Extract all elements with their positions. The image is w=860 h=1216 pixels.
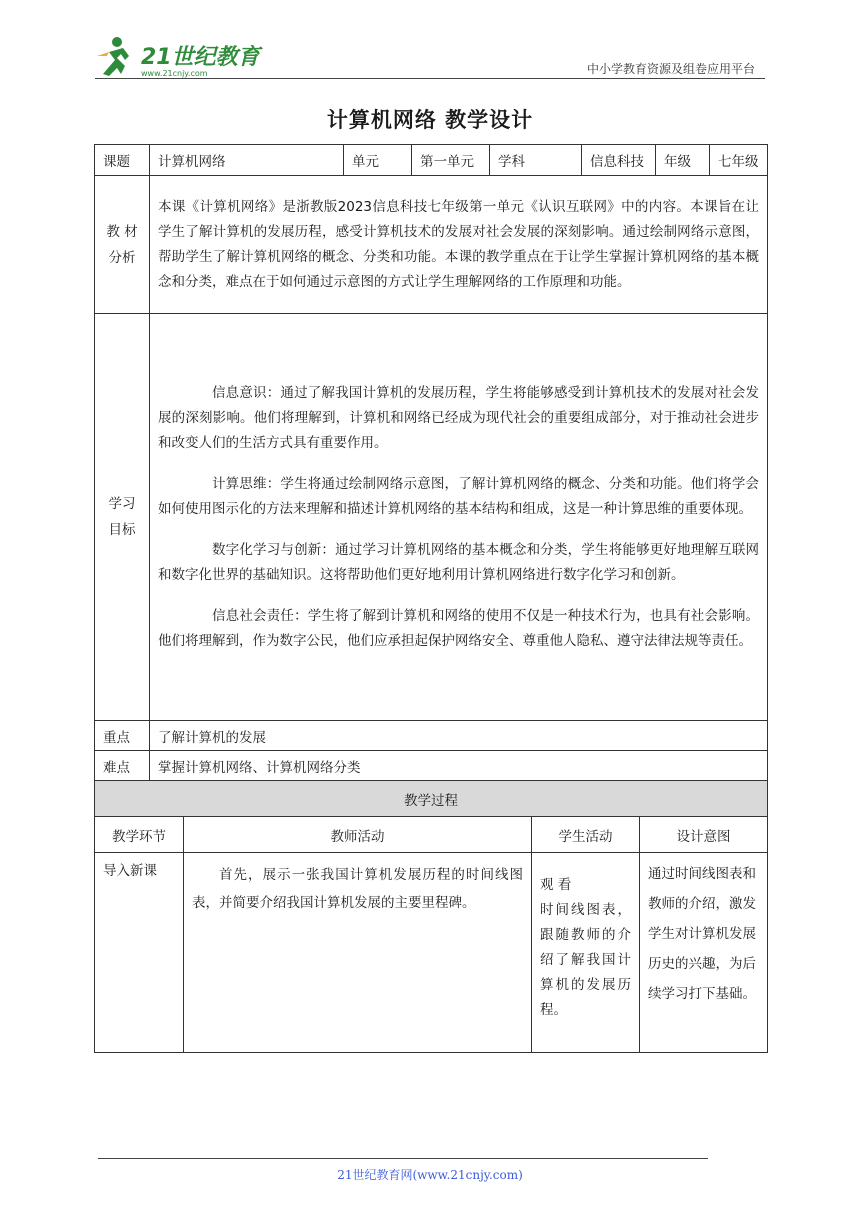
- svg-text:www.21cnjy.com: www.21cnjy.com: [141, 69, 208, 78]
- header-teacher: 教师活动: [184, 817, 532, 853]
- intent-cell: 通过时间线图表和教师的介绍，激发学生对计算机发展历史的兴趣，为后续学习打下基础。: [640, 853, 768, 1053]
- svg-text:21世纪教育: 21世纪教育: [141, 45, 260, 70]
- goals-label: [95, 314, 150, 721]
- goal-item: 计算思维：学生将通过绘制网络示意图，了解计算机网络的概念、分类和功能。他们将学会如何使用图示化的方法来理解和描述计算机网络的基本结构和组成，这是一种计算思维的重要体现。: [158, 475, 759, 517]
- course-label: 课题: [95, 145, 150, 176]
- key-point-label: 重点: [95, 721, 150, 751]
- grade-value: 七年级: [710, 145, 768, 176]
- analysis-label: [95, 176, 150, 314]
- difficulty-value: 掌握计算机网络、计算机网络分类: [150, 751, 768, 781]
- goals-label-line2: 目标: [108, 522, 136, 538]
- analysis-label-line1: 教 材: [106, 223, 138, 240]
- subject-value: 信息科技: [582, 145, 656, 176]
- analysis-text: 本课《计算机网络》是浙教版2023信息科技七年级第一单元《认识互联网》中的内容。本课旨在让学生了解计算机的发展历程，感受计算机技术的发展对社会发展的深刻影响。通过绘制网络示意图，帮助学生了解计算机网络的概念、分类和功能。本课的教学重点在于让学生掌握计算机网络的基本概念和分类，难点在于如何通过示意图的方式让学生理解网络的工作原理和功能。: [150, 176, 768, 314]
- process-title: 教学过程: [95, 781, 768, 817]
- course-info-table: [94, 144, 768, 781]
- course-value: 计算机网络: [150, 145, 344, 176]
- analysis-label-line2: 分析: [108, 249, 136, 266]
- footer-link[interactable]: 21世纪教育网(www.21cnjy.com): [337, 1168, 523, 1182]
- student-first: 观 看: [540, 877, 572, 893]
- page-title: 计算机网络 教学设计: [326, 108, 534, 132]
- difficulty-label: 难点: [95, 751, 150, 781]
- teaching-process-table: [94, 780, 768, 1053]
- student-cell: [532, 853, 640, 1053]
- logo: [95, 34, 295, 80]
- header-divider: [95, 78, 765, 79]
- student-rest: 时间线图表，跟随教师的介绍了解我国计算机的发展历程。: [540, 902, 631, 1018]
- header-intent: 设计意图: [640, 817, 768, 853]
- grade-label: 年级: [656, 145, 710, 176]
- goal-item: 信息意识：通过了解我国计算机的发展历程，学生将能够感受到计算机技术的发展对社会发展的深刻影响。他们将理解到，计算机和网络已经成为现代社会的重要组成部分，对于推动社会进步和改变人们的生活方式具有重要作用。: [158, 384, 759, 451]
- stage-cell: 导入新课: [95, 853, 184, 1053]
- goals-content: [150, 314, 768, 721]
- unit-label: 单元: [344, 145, 412, 176]
- unit-value: 第一单元: [412, 145, 490, 176]
- subject-label: 学科: [490, 145, 582, 176]
- teacher-cell: 首先，展示一张我国计算机发展历程的时间线图表，并简要介绍我国计算机发展的主要里程碑。: [184, 853, 532, 1053]
- header-stage: 教学环节: [95, 817, 184, 853]
- footer-divider: [98, 1158, 708, 1159]
- logo-runner-icon: [95, 34, 295, 80]
- goal-item: 数字化学习与创新：通过学习计算机网络的基本概念和分类，学生将能够更好地理解互联网和数字化世界的基础知识。这将帮助他们更好地利用计算机网络进行数字化学习和创新。: [158, 541, 759, 583]
- goals-label-line1: 学习: [108, 496, 136, 512]
- key-point-value: 了解计算机的发展: [150, 721, 768, 751]
- table-row: [95, 853, 768, 1053]
- goal-item: 信息社会责任：学生将了解到计算机和网络的使用不仅是一种技术行为，也具有社会影响。他们将理解到，作为数字公民，他们应承担起保护网络安全、尊重他人隐私、遵守法律法规等责任。: [158, 607, 759, 649]
- platform-name: 中小学教育资源及组卷应用平台: [586, 62, 755, 76]
- header-student: 学生活动: [532, 817, 640, 853]
- page-header: [95, 30, 765, 80]
